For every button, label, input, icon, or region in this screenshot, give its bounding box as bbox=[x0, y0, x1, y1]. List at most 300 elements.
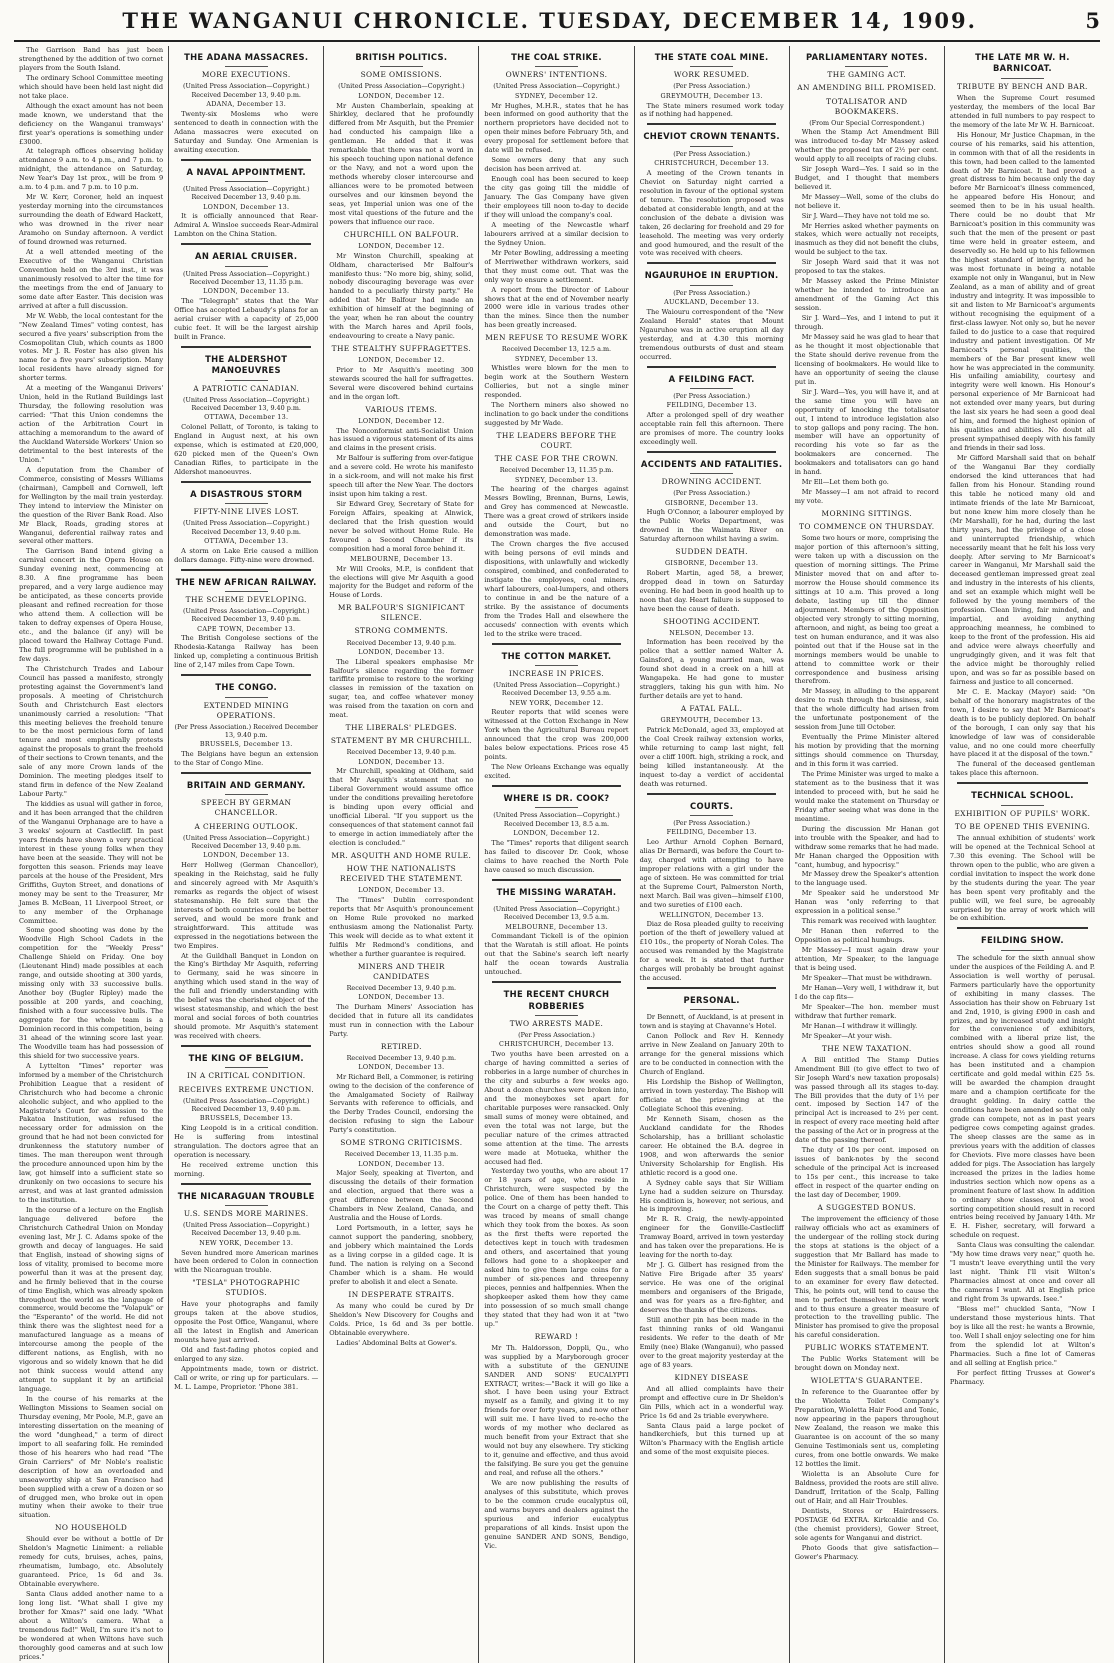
paragraph: At telegraph offices observing holiday attendance 9 a.m. to 4 p.m., and 7 p.m. to midnight, the attendance on Saturday, New Year's Day 1st prox., will be from 9 a.m. to 4 p.m. and 7 p.m. to 10 p.m. bbox=[19, 147, 164, 192]
subheading: A FATAL FALL. bbox=[680, 704, 743, 714]
paragraph: The New Orleans Exchange was equally excited. bbox=[484, 763, 629, 781]
paragraph: Mr Massey drew the Speaker's attention to the language used. bbox=[794, 870, 939, 888]
paragraph: Photo Goods that give satisfaction—Gower's Pharmacy. bbox=[794, 1543, 939, 1561]
dateline: CHRISTCHURCH, December 13. bbox=[499, 1040, 614, 1049]
paragraph: "Bless me!" chuckled Santa, "Now I understand those mysterious hints. That boy is like all the rest: he wants a Brownie, too. Well I shall enjoy selecting one for him from the splendid lot at Wilton's Pharmacies. Such a fine lot of Cameras and all selling at English price." bbox=[949, 1305, 1095, 1367]
section-divider bbox=[181, 674, 311, 676]
press-credit: (United Press Association—Copyright.) Received December 13, 9.40 p.m. bbox=[182, 1096, 310, 1113]
press-credit: (Per Press Association.) bbox=[673, 149, 750, 158]
section-divider bbox=[492, 879, 622, 881]
paragraph: Mr Peter Bowling, addressing a meeting of Merriwether withdrawn workers, said that they must come out. That was the only way to ensure a settlement. bbox=[484, 248, 629, 284]
paragraph: Mr Austen Chamberlain, speaking at Shirkley, declared that he profoundly differed from Mr Asquith, but the Premier had conducted his campaign like a gentleman. He added that it was remarkable that there was not a word in his speech touching upon national defence or the Navy, and not a word upon the methods whereby closer intercourse and alliances were to be promoted between ourselves and our kinsmen beyond the seas, yet Imperial union was one of the most vital questions of the future and the powers that influence our race. bbox=[329, 101, 474, 226]
press-credit: (From Our Special Correspondent.) bbox=[809, 118, 925, 127]
section-headline: THE RECENT CHURCH ROBBERIES bbox=[503, 989, 610, 1011]
paragraph: Have your photographs and family groups taken at the above studios, opposite the Post Office, Wanganui, where all the latest in English and American mounts have just arrived. bbox=[174, 1300, 319, 1345]
press-credit: (Per Press Association.) bbox=[673, 392, 750, 400]
section-headline: NGAURUHOE IN ERUPTION. bbox=[644, 270, 779, 281]
paragraph: We are now publishing the results of analyses of this substitute, which proves to be the common crude eucalyptus oil, and warns buyers and dealers against the spurious and inferior eucalyptus preparations of all kinds. Insist upon the genuine SANDER AND SONS, Bendigo, Vic. bbox=[484, 1478, 629, 1550]
press-credit: (United Press Association—Copyright.) Received December 13, 9.40 p.m. bbox=[182, 82, 310, 99]
press-credit: (United Press Association—Copyright.) Received December 13, 9.5 a.m. bbox=[493, 905, 620, 922]
paragraph: Canon Pollock and Rev H. Kennedy arrive in New Zealand on January 20th to arrange for the general missions which are to be conducted in connection with the Church of England. bbox=[639, 1032, 784, 1077]
press-credit: (United Press Association—Copyright.) Received December 13, 9.40 p.m. bbox=[182, 833, 310, 850]
press-credit: (United Press Association—Copyright.) Received December 13, 9.40 p.m. bbox=[182, 519, 310, 536]
paragraph: During the discussion Mr Hanan got into trouble with the Speaker, and had to withdraw some remarks that he had made. Mr Hanan charged the Opposition with "cant, humbug, and hypocrisy." bbox=[794, 824, 939, 869]
press-credit: (United Press Association—Copyright.) Received December 13, 9.55 a.m. bbox=[493, 681, 620, 698]
paragraph: Although the exact amount has not been made known, we understand that the deficiency on the Wanganui tramways' first year's operations is something under £3000. bbox=[19, 101, 164, 146]
subheading: PUBLIC WORKS STATEMENT. bbox=[804, 1343, 929, 1353]
headline-underline bbox=[690, 146, 733, 147]
column-5 bbox=[635, 46, 790, 1663]
paragraph: Mr Massey—I am not afraid to record my vote. bbox=[794, 488, 939, 506]
paragraph: His Honour, Mr Justice Chapman, in the course of his remarks, said his attention, in common with that of all the residents in this town, had been called to the lamented death of Mr Barnicoat. It had proved a great distress to him because only the day before Mr Barnicoat's illness commenced, he appeared before His Honour, and seemed then to be in his usual health. There could be no doubt that Mr Barnicoat's position in this community was such that the men of the present or past time were held in greater esteem, and deservedly so. He held up to his fellowmen the highest standard of integrity, and he was most fortunate in being a notable example not only in Wanganui, but in New Zealand, as a man of ability and of great industry and integrity. It was impossible to sit and listen to Mr Barnicoat's arguments without recognising the equipment of a first-class lawyer. Not only so, but he never failed to do justice to a case that required industry and patient investigation. Of Mr Barnicoat's personal qualities, the members of the Bar present knew well how he was appreciated in the community. His unfailing amiability, courtesy and integrity were well known. His Honour's personal experience of Mr Barnicoat had not extended over many years, but during the last six years he had seen a good deal of him, and formed the highest opinion of his qualities and abilities. No doubt all present sympathised deeply with his family and friends in their sad loss. bbox=[949, 130, 1095, 453]
press-credit: Received December 13, 9.40 p.m. bbox=[346, 748, 457, 757]
subheading: TOTALISATOR AND BOOKMAKERS. bbox=[826, 96, 908, 116]
column-3 bbox=[324, 46, 479, 1663]
paragraph: Mr Balfour is suffering from over-fatigue and a severe cold. He wrote his manifesto in a sick-room, and will not make his first speech till after the New Year. The doctors insist upon him taking a rest. bbox=[329, 454, 474, 499]
dateline: NELSON, December 13. bbox=[669, 628, 755, 637]
subheading: EXHIBITION OF PUPILS' WORK. bbox=[954, 808, 1091, 818]
press-credit: (Per Press Association.) bbox=[673, 489, 750, 498]
paragraph: Appointments made, town or district. Call or write, or ring up for particulars. —M. L. Lampe, Proprietor. 'Phone 381. bbox=[174, 1365, 319, 1392]
dateline: ADANA, December 13. bbox=[206, 100, 287, 109]
subheading: SOME STRONG CRITICISMS. bbox=[340, 1138, 463, 1148]
press-credit: (United Press Association—Copyright.) bbox=[338, 82, 465, 91]
section-headline: THE MISSING WARATAH. bbox=[496, 886, 617, 897]
paragraph: Some owners deny that any such decision has been arrived at. bbox=[484, 156, 629, 174]
columns-container bbox=[14, 46, 1100, 1661]
headline-underline bbox=[225, 697, 268, 698]
press-credit: Received December 13, 9.40 p.m. bbox=[346, 638, 457, 647]
subheading: THE STEALTHY SUFFRAGETTES. bbox=[331, 344, 472, 354]
page-number: 5 bbox=[1085, 8, 1100, 33]
subheading: MR BALFOUR'S SIGNIFICANT SILENCE. bbox=[337, 603, 465, 623]
subheading: TO BE OPENED THIS EVENING. bbox=[954, 821, 1090, 831]
paragraph: Some good shooting was done by the Woodville High School Cadets in the competition for the "Weekly Press" Challenge Shield on Friday. One boy (Lieutenant Hind) made possibles at each range, and outside shooting at 300 yards, missing only with 33 successive bulls. Another boy (Bugler Ripley) made the possible at 200 yards, and coaching, finished with a four successive bulls. The aggregate for the whole team is a Dominion record in this competition, being 31 ahead of the winning score last year. The Woodville team has had possession of this shield for two successive years. bbox=[19, 926, 164, 1060]
subheading: AN AMENDING BILL PROMISED. bbox=[797, 83, 937, 93]
subheading: WIOLETTA'S GUARANTEE. bbox=[810, 1376, 923, 1386]
headline-underline bbox=[535, 807, 578, 808]
section-headline: WHERE IS DR. COOK? bbox=[503, 793, 610, 803]
headline-underline bbox=[690, 1009, 733, 1010]
press-credit: Received December 13, 9.40 p.m. bbox=[346, 1053, 457, 1062]
dateline: LONDON, December 12. bbox=[513, 829, 600, 838]
subheading: VARIOUS ITEMS. bbox=[365, 404, 438, 414]
subheading: MORNING SITTINGS. bbox=[821, 509, 913, 519]
paragraph: Mr Hanan—Very well, I withdraw it, but I do the cap fits— bbox=[794, 983, 939, 1001]
headline-underline bbox=[225, 503, 268, 504]
paragraph: A report from the Director of Labour shows that at the end of November nearly 2000 were idle in various trades other than the mines. Since then the number has been greatly increased. bbox=[484, 285, 629, 330]
subheading: A CHEERING OUTLOOK. bbox=[194, 821, 298, 831]
paragraph: Mr Th. Haldorsson, Doppli, Qu., who was supplied by a Maryborough grocer with a substitute of the GENUINE SANDER AND SONS' EUCALYPTI EXTRACT, writes:—"Back it will go like a shot. I have been using your Extract myself as a family, and giving it to my friends for over forty years, and now other will suit me. I have lived to re-echo the words of my mother who declared as much benefit from your Extract that she would not buy any elsewhere. Try sticking to it, genuine and effective, and thus avoid the falsifying. Be sure you get the genuine and real, and refuse all the others." bbox=[484, 1343, 629, 1478]
section-headline: THE ALDERSHOT MANOEUVRES bbox=[205, 353, 288, 376]
section-divider bbox=[181, 1045, 311, 1047]
paragraph: Robert Martin, aged 58, a brewer, dropped dead in town on Saturday evening. He had been in good health up to noon that day. Heart failure is supposed to have been the cause of death. bbox=[639, 568, 784, 613]
dateline: NEW YORK, December 13. bbox=[199, 1238, 294, 1247]
paragraph: Yesterday two youths, who are about 17 or 18 years of age, who reside in Christchurch, were suspected by the police. One of them has been handed to the Court on a charge of petty theft. This was traced by means of small change which they took from the boxes. As soon as the first thefts were reported the detectives kept in touch with tradesmen and others, and ascertained that young fellows had gone to a shopkeeper and asked him to give them large coins for a number of six-pences and threepenny pieces, pennies and halfpennies. When the shopkeeper asked them how they came into possession of so much small change they stated that they had won it at "two up." bbox=[484, 1167, 629, 1328]
paragraph: Santa Claus was consulting the calendar. "My how time draws very near," quoth he. "I mustn't leave everything until the very last night. Think I'll visit Wilton's Pharmacies almost at once and cover all the cameras I want. All at English price and right from 3s upwards. Isee." bbox=[949, 1241, 1095, 1304]
paragraph: For perfect fitting Trusses at Gower's Pharmacy. bbox=[949, 1368, 1095, 1386]
paragraph: Sir Joseph Ward—Yes. I said so in the Budget, and I thought that members believed it. bbox=[794, 164, 939, 191]
paragraph: Mr Hanan—I withdraw it willingly. bbox=[801, 1021, 918, 1030]
paragraph: Enough coal has been secured to keep the city gas going till the middle of January. The Gas Company have given their employees till noon to-day to decide if they will unload the company's coal. bbox=[484, 175, 629, 219]
paragraph: The annual exhibition of students' work will be opened at the Technical School at 7.30 this evening. The School will be thrown open to the public, who are given a cordial invitation to inspect the work done by the students during the year. The year has been spent very profitably and the public will, we feel sure, be agreeably surprised by the array of work which will be on exhibition. bbox=[949, 833, 1095, 923]
paragraph: When the Stamp Act Amendment Bill was introduced to-day Mr Massey asked whether the proposed tax of 2½ per cent. would apply to all receipts of racing clubs. bbox=[794, 128, 939, 163]
subheading: THE SCHEME DEVELOPING. bbox=[185, 594, 307, 604]
headline-underline bbox=[535, 901, 578, 902]
paragraph: Mr Massey—Well, some of the clubs do not believe it. bbox=[794, 192, 939, 210]
section-divider bbox=[492, 981, 622, 983]
paragraph: In reference to the Guarantee offer by the Wioletta Toilet Company's Preparation, Wioletta Hair Food and Tonic, now appearing in the papers throughout New Zealand, the reason we make this Guarantee is on account of the so many Genuine Testimonials sent us, completing cures, from one bottle onwards. We make 12 bottles the limit. bbox=[794, 1388, 939, 1468]
subheading: SPEECH BY GERMAN CHANCELLOR. bbox=[200, 798, 292, 818]
paragraph: Santa Claus added another name to a long long list. "What shall I give my brother for Xmas?" said one lady. "What about a Wilton's camera. What a tremendous fad!" Well, I'm sure it's not to be wondered at when Wiltons have such thoroughly good cameras and at such low prices." bbox=[19, 1590, 164, 1661]
section-headline: TECHNICAL SCHOOL. bbox=[971, 790, 1074, 801]
section-headline: COURTS. bbox=[690, 800, 734, 811]
dateline: LONDON, December 13. bbox=[358, 1159, 445, 1168]
section-divider bbox=[957, 782, 1088, 784]
subheading: THE LEADERS BEFORE THE COURT. bbox=[496, 431, 617, 451]
paragraph: It is officially announced that Rear-Admiral A. Winsloe succeeds Rear-Admiral Lambton on the China Station. bbox=[174, 212, 319, 239]
paragraph: When the Supreme Court resumed yesterday, the members of the local Bar attended in full numbers to pay respect to the memory of the late Mr W. H. Barnicoat. bbox=[949, 93, 1095, 129]
subheading: OWNERS' INTENTIONS. bbox=[505, 70, 608, 80]
dateline: GREYMOUTH, December 13. bbox=[660, 91, 763, 100]
subheading: INCREASE IN PRICES. bbox=[508, 668, 605, 678]
dateline: LONDON, December 12. bbox=[358, 241, 445, 250]
dateline: FEILDING, December 13. bbox=[666, 401, 757, 410]
headline-underline bbox=[690, 66, 733, 67]
paragraph: The hearing of the charges against Messrs Bowling, Brennan, Burns, Lewis, and Grey has commenced at Newcastle. There was a great crowd of strikers inside and outside the Court, but no demonstration was made. bbox=[484, 485, 629, 539]
subheading: REWARD ! bbox=[534, 1331, 579, 1341]
paragraph: Lord Portsmouth, in a letter, says he cannot support the pandering, snobbery, and jobbery which maintained the Lords as a living corpse in a gilded cage. It is fund. The nation is relying on a Second Chamber which is a sham. He would prefer to abolish it and elect a Senate. bbox=[329, 1224, 474, 1286]
paragraph: Mr R. R. Craig, the newly-appointed engineer for the Gonville-Castlecliff Tramway Board, arrived in town yesterday and has taken over the preparations. He is leaving for the north to-day. bbox=[639, 1215, 784, 1260]
subheading: FIFTY-NINE LIVES LOST. bbox=[193, 507, 299, 517]
dateline: LONDON, December 13. bbox=[203, 851, 290, 860]
press-credit: (Per Press Association.) bbox=[673, 82, 750, 91]
paragraph: A Sydney cable says that Sir William Lyne had a sudden seizure on Thursday. His condition is, however, not serious, and he is improving. bbox=[639, 1178, 784, 1214]
section-divider bbox=[181, 772, 311, 774]
dateline: GISBORNE, December 13. bbox=[665, 498, 759, 507]
paragraph: Mr Herries asked whether payments on stakes, which were actually not receipts, inasmuch as they did not benefit the clubs, would be subject to the tax. bbox=[794, 221, 939, 257]
subheading: WORK RESUMED. bbox=[673, 70, 750, 80]
subheading: THE LIBERALS' PLEDGES. bbox=[345, 723, 458, 733]
paragraph: Mr Speaker—That must be withdrawn. bbox=[801, 973, 933, 982]
section-headline: THE STATE COAL MINE. bbox=[654, 52, 769, 62]
headline-underline bbox=[225, 591, 268, 592]
dateline: LONDON, December 12. bbox=[358, 416, 445, 425]
paragraph: A storm on Lake Erie caused a million dollars damage. Fifty-nine were drowned. bbox=[174, 546, 319, 564]
headline-underline bbox=[690, 815, 733, 816]
section-headline: THE ADANA MASSACRES. bbox=[184, 52, 309, 62]
paragraph: The Liberal speakers emphasise Mr Balfour's silence regarding the former tariffite promise to restore to the working classes in remission of the taxation on sugar, tea, and coffee whatever money was raised from the taxation on corn and meat. bbox=[329, 657, 474, 720]
dateline: LONDON, December 12. bbox=[358, 91, 445, 100]
paragraph: Mr W. Webb, the local contestant for the "New Zealand Times" voting contest, has secured a five years' subscription from the Cosmopolitan Club, which counts as 1800 votes. Mr J. R. Foster has also given his name for a five years' subscription. Many local residents have already signed for shorter terms. bbox=[19, 311, 164, 383]
subheading: THE NEW TAXATION. bbox=[821, 1043, 912, 1053]
press-credit: Received December 13, 12.5 a.m. bbox=[501, 345, 612, 354]
paragraph: Wioletta is an Absolute Cure for Baldness, provided the roots are still alive. Dandruff, Irritation of the Scalp, Falling out of Hair, and all Hair Troubles. bbox=[794, 1469, 939, 1505]
paragraph: The British Congolese sections of the Rhodesia-Katanga Railway has been linked up, completing a continuous British line of 2,147 miles from Cape Town. bbox=[174, 634, 319, 670]
dateline: MELBOURNE, December 13. bbox=[505, 922, 608, 931]
paragraph: Mr Gifford Marshall said that on behalf of the Wanganui Bar they cordially endorsed the kind utterances that had fallen from his Honour. Standing round this table he noticed many old and intimate friends of the late Mr Barnicoat, but none knew him more closely than he (Mr Marshall), for he had, during the last thirty years, had the privilege of a close and uninterrupted friendship, which necessarily meant that he felt his loss very deeply. After serving to Mr Barnicoat's career in Wanganui, Mr Marshall said the deceased gentleman impressed great zeal and industry in the interests of his clients, and set an example which might well be followed by the young members of the profession. Clean living, fair minded, and impartial, and avoiding anything approaching meanness, he combined to keep to the front of the profession. His aid and advice were always cheerfully and ungrudgingly given, and it was felt that the advice might be thoroughly relied upon, and was so far as possible based on fairness and justice to all concerned. bbox=[949, 454, 1095, 686]
subheading: MORE EXECUTIONS. bbox=[201, 70, 291, 80]
paragraph: The "Times" reports that diligent search has failed to discover Dr. Cook, whose claims to have reached the North Pole have caused so much discussion. bbox=[484, 838, 629, 874]
subheading: SOME OMISSIONS. bbox=[360, 70, 443, 80]
paragraph: Ladies' Abdominal Belts at Gower's. bbox=[336, 1338, 457, 1347]
paragraph: Mr Winston Churchill, speaking at Oldham, characterised Mr Balfour's manifesto thus: "No more big, shiny, solid, nobody discouraging beverage was ever handed to a peculiarly thirsty party." He added that Mr Balfour had made an exhibition of himself at the beginning of the year, when he ran about the country with the March hares and April fools, endeavouring to create a Navy panic. bbox=[329, 251, 474, 341]
paragraph: The Public Works Statement will be brought down on Monday next. bbox=[794, 1355, 939, 1373]
section-headline: A DISASTROUS STORM bbox=[190, 488, 303, 499]
subheading: MINERS AND THEIR CANDIDATES bbox=[357, 961, 445, 981]
paragraph: Mr Speaker—At your wish. bbox=[801, 1031, 892, 1040]
paragraph: A meeting of the Newcastle wharf labourers arrived at a similar decision to the Sydney Union. bbox=[484, 220, 629, 247]
press-credit: (Per Press Association.) bbox=[673, 288, 750, 297]
dateline: LONDON, December 13. bbox=[203, 202, 290, 211]
paragraph: Commandant Tickell is of the opinion that the Waratah is still afloat. He points out that the Sabine's search left nearly half the ocean towards Australia untouched. bbox=[484, 932, 629, 977]
subheading: EXTENDED MINING OPERATIONS. bbox=[203, 700, 289, 720]
press-credit: (Per Press Association.) bbox=[518, 1031, 595, 1040]
paragraph: Sir J. Ward—Yes, and I intend to put it through. bbox=[794, 314, 939, 332]
paragraph: The Garrison Band intend giving a carnival concert in the Opera House on Sunday evening next, commencing at 8.30. A fine programme has been prepared, and a very large audience may be anticipated, as these concerts provide pleasant and refined recreation for those who attend them. A collection will be taken to defray expenses of Opera House, etc., and the balance (if any) will be placed toward the Hallway Cottage Fund. The full programme will be published in a few days. bbox=[19, 547, 164, 663]
press-credit: (Per Press Association.) Received December 13, 9.40 p.m. bbox=[174, 722, 318, 740]
dateline: GREYMOUTH, December 13. bbox=[660, 716, 763, 725]
subheading: SHOOTING ACCIDENT. bbox=[663, 616, 761, 626]
paragraph: A meeting of the Crown tenants in Cheviot on Saturday night carried a resolution in favour of the optional system of tenure. The resolution proposed was debated at considerable length, and at the conclusion of the debate a division was taken, 26 declaring for freehold and 29 for leasehold. The meeting was very orderly and good humoured, and the result of the vote was received with cheers. bbox=[639, 168, 784, 258]
subheading: THE GAMING ACT. bbox=[827, 70, 907, 80]
section-headline: THE CONGO. bbox=[215, 682, 278, 693]
section-headline: PERSONAL. bbox=[683, 995, 740, 1006]
paragraph: The kiddies as usual will gather in force, and it has been arranged that the children of the Wanganui Orphanage are to have a 3 weeks' sojourn at Castlecliff. In past years friends have shown a very practical interest in these young folks when they have been at the seaside. They will not be forgotten this season. Friends may leave parcels at the house of the President, Mrs Griffiths, Guyton Street, and donations of money may be sent to the Treasurer, Mr James B. McBean, 11 Liverpool Street, or to any member of the Orphanage Committee. bbox=[19, 800, 164, 925]
paragraph: The improvement the efficiency of those railway officials who act as examiners of the undergear of the rolling stock during the stops at stations is the object of a suggestion that Mr Ballard has made to the Minister for Railways. The member for Eden suggests that a small bonus be paid to an examiner for every flaw detected. This, he points out, will tend to cause the men to perfect themselves in their work and to thus ensure a greater measure of protection to the travelling public. The Minister has promised to give the proposal his careful consideration. bbox=[794, 1215, 939, 1340]
paragraph: Mr Massey asked the Prime Minister whether he intended to introduce an amendment of the Gaming Act this session. bbox=[794, 277, 939, 313]
dateline: CHRISTCHURCH, December 13. bbox=[654, 159, 770, 168]
subheading: A PATRIOTIC CANADIAN. bbox=[193, 383, 300, 393]
subheading: THE CASE FOR THE CROWN. bbox=[494, 454, 619, 464]
paragraph: In the course of a lecture on the English language delivered before the Christchurch Cathedral Union on Monday evening last, Mr J. C. Adams spoke of the growth and decay of languages. He said that English, instead of showing signs of loss of vitality, promised to become more powerful than it was at the present day, and he firmly believed that in the course of time English, which was already spoken throughout the world as the language of commerce, would become the "Volapuk" or the "Esperanto" of the world. He did not think there was the slightest need for a manufactured language as a means of intercourse among the people of the different nations, as English, with no vigorous and so widely known that he did not think success would attend any attempt to supplant it by an artificial language. bbox=[19, 1206, 164, 1394]
dateline: CAPE TOWN, December 13. bbox=[197, 624, 296, 633]
section-divider bbox=[647, 793, 777, 795]
headline-underline bbox=[225, 66, 268, 67]
headline-underline bbox=[225, 181, 268, 182]
dateline: AUCKLAND, December 13. bbox=[664, 298, 760, 307]
paragraph: A Lyttelton "Times" reporter was informed by a member of the Christchurch Prohibition League that a resident of Christchurch who had become a chronic alcoholic subject, and who applied to the Magistrate's Court for admission to the Pakatoa Institution, was refused the necessary order for admission on the ground that he had not been convicted for drunkenness the statutory number of times. The man thereupon went through the procedure announced upon him by the law, got himself into a sufficient state so drunkenly on two occasions to secure his arrest, and was at last granted admission to the institution. bbox=[19, 1061, 164, 1205]
paragraph: Sir J. Ward—Yes, you will have it, and at the same time you will have an opportunity of knocking the totalisator out, I intend to introduce legislation also to stop gallops and pony racing. The hon. member will have an opportunity of recording his vote so far as the bookmakers are concerned. The bookmakers and totalisators can go hand in hand. bbox=[794, 387, 939, 477]
paragraph: Mr Hanan then referred to the Opposition as political humbugs. bbox=[794, 927, 939, 945]
paragraph: This remark was received with laughter. bbox=[801, 917, 937, 926]
paragraph: The Nonconformist anti-Socialist Union has issued a vigorous statement of its aims and claims in the present crisis. bbox=[329, 426, 474, 453]
dateline: SYDNEY, December 13. bbox=[515, 475, 598, 484]
section-headline: ACCIDENTS AND FATALITIES. bbox=[640, 458, 783, 469]
press-credit: (United Press Association—Copyright.) bbox=[493, 82, 620, 91]
dateline: SYDNEY, December 12. bbox=[515, 91, 598, 100]
headline-underline bbox=[380, 66, 423, 67]
section-headline: AN AERIAL CRUISER. bbox=[195, 251, 298, 262]
section-headline: THE KING OF BELGIUM. bbox=[188, 1053, 304, 1064]
dateline: WELLINGTON, December 13. bbox=[659, 910, 764, 919]
paragraph: Mr J. G. Gilbert has resigned from the Native Fire Brigade after 35 years' service. He was one of the original members and organisers of the Brigade, and was for years as a fire-fighter, and deserves the thanks of the citizens. bbox=[639, 1261, 784, 1314]
paragraph: Some two hours or more, comprising the major portion of this afternoon's sitting, were taken up with a discussion on the question of morning sittings. The Prime Minister moved that on and after to-morrow the House should commence its sittings at 10 a.m. This proved a long debate, lasting up till the dinner adjournment. Members of the Opposition objected very strongly to sitting morning, afternoon, and night, as being too great a test on human endurance, and it was also pointed out that if the House sat in the mornings members would be unable to attend to committee work or their correspondence and business arising therefrom. bbox=[794, 534, 939, 686]
paragraph: Mr W. Kerr, Coroner, held an inquest yesterday morning into the circumstances surrounding the death of Edward Hackett, who was drowned in the river near Aramoho on Sunday afternoon. A verdict of found drowned was returned. bbox=[19, 193, 164, 247]
section-divider bbox=[181, 481, 311, 483]
subheading: IN A CRITICAL CONDITION. bbox=[186, 1071, 306, 1081]
section-divider bbox=[957, 927, 1088, 929]
headline-underline bbox=[225, 266, 268, 267]
paragraph: Twenty-six Moslems who were sentenced to death in connection with the Adana massacres were executed on Saturday and Sunday. One Armenian is awaiting execution. bbox=[174, 109, 319, 154]
headline-underline bbox=[225, 1067, 268, 1068]
paragraph: Mr C. E. Mackay (Mayor) said: "On behalf of the honorary magistrates of the town, I desire to say that Mr Barnicoat's death is to be publicly deplored. On behalf of the borough, I can only say that his knowledge of law was of considerable value, and no one could more cheerfully have placed it at the disposal of the town." bbox=[949, 687, 1095, 759]
dateline: BRUSSELS, December 13. bbox=[199, 740, 293, 749]
subheading: HOW THE NATIONALISTS RECEIVED THE STATEMENT. bbox=[339, 864, 463, 884]
dateline: OTTAWA, December 13. bbox=[204, 536, 289, 545]
paragraph: Prior to Mr Asquith's meeting 300 stewards scoured the hall for suffragettes. Several were discovered behind curtains and in the organ loft. bbox=[329, 365, 474, 401]
headline-underline bbox=[1001, 78, 1045, 79]
paragraph: Still another pin has been made in the fast thinning ranks of old Wanganui residents. We refer to the death of Mr Emily (nee) Blake (Wanganui), who passed over to the great majority yesterday at the age of 83 years. bbox=[639, 1315, 784, 1369]
subheading: TWO ARRESTS MADE. bbox=[509, 1018, 604, 1028]
press-credit: (Per Press Association.) bbox=[673, 819, 750, 827]
section-headline: A NAVAL APPOINTMENT. bbox=[186, 166, 306, 177]
paragraph: Herr Hollweg (German Chancellor), speaking in the Reichstag, said he fully and sincerely agreed with Mr Asquith's remarks as regards the object of wisest statesmanship. He felt sure that the interests of both countries could be better served, and would be more frank and straightforward. This attitude was expressed in the negotiations between the two Empires. bbox=[174, 860, 319, 950]
section-divider bbox=[647, 987, 777, 989]
subheading: RECEIVES EXTREME UNCTION. bbox=[178, 1084, 314, 1094]
dateline: SYDNEY, December 13. bbox=[515, 354, 598, 363]
paragraph: After a prolonged spell of dry weather acceptable rain fell this afternoon. There are promises of more. The country looks exceedingly well. bbox=[639, 411, 784, 446]
press-credit: Received December 13, 11.35 p.m. bbox=[499, 466, 614, 475]
paragraph: The schedule for the sixth annual show under the auspices of the Feilding A. and P. Association is well worthy of perusal. Farmers particularly have the opportunity of exhibiting in many classes. The Association has their show on February 1st and 2nd, 1910, is giving £900 in cash and prizes, and by increased study and insight for the convenience of exhibitors, combined with a liberal prize list, the entries should show a good all round increase. A class for cows yielding returns has been instituted and a champion certificate and gold medal within £25 5s. will be awarded the champion draught mare and a champion certificate for the draught gelding. In dairy cattle the conditions have been amended so that only grade can compete, not as in past years pedigree cows competing against grades. The sheep classes are the same as in previous years with the addition of classes for Cheviots. Five more classes have been added for pigs. The Association has largely increased the prizes in the ladies home industries section which now opens as a prominent feature of last show. In addition to ordinary show classes, and a wool sorting competition should result in record entries being received by January 14th. Mr E. H. Fisher, secretary, will forward a schedule on request. bbox=[949, 953, 1095, 1240]
masthead bbox=[14, 8, 1100, 42]
paragraph: In the course of his remarks at the Wellington Missions to Seamen social on Thursday evening, Mr Poole, M.P., gave an interesting dissertation on the meaning of the word "dunghead," a term of direct import to all seafaring folk. He reminded those of his hearers who had read "The Grain Carriers" of Mr Noble's realistic description of how an overloaded and unseaworthy ship at San Francisco had been supplied with a crew of a dozen or so of drugged men, who broke out in open mutiny when their awoke to their true situation. bbox=[19, 1395, 164, 1520]
headline-underline bbox=[1001, 950, 1045, 951]
paragraph: A deputation from the Chamber of Commerce, consisting of Messrs Williams (chairman), Campbell and Cornwell, left for Wellington by the mail train yesterday. They intend to interview the Minister on the question of the River Bank Road. Also Mr Black, Roads, grading stores at Wanganui, deferential railway rates and several other matters. bbox=[19, 465, 164, 546]
paragraph: Mr Speaker said he understood Mr Hanan was "only referring to that expression in a political sense." bbox=[794, 889, 939, 916]
headline-underline bbox=[225, 380, 268, 381]
subheading: SUDDEN DEATH. bbox=[675, 547, 748, 557]
column-7 bbox=[945, 46, 1100, 1663]
paragraph: Mr Hughes, M.H.R., states that he has been informed on good authority that the northern proprietors have decided not to open their mines before February 5th, and every proposal for settlement before that date will be refused. bbox=[484, 101, 629, 155]
column-2 bbox=[169, 46, 324, 1663]
paragraph: Patrick McDonald, aged 33, employed at the Coal Creek railway extension works, while returning to camp last night, fell over a cliff 100ft. high, striking a rock, and being killed instantaneously. At the inquest to-day a verdict of accidental death was returned. bbox=[639, 725, 784, 788]
press-credit: Received December 13, 9.40 p.m. bbox=[346, 983, 457, 992]
paragraph: Information has been received by the police that a settler named Walter A. Gainsford, a young married man, was found shot dead in a creek on a hill at Wangapeka. He had gone to muster stragglers, taking his gun with him. No further details are yet to hand. bbox=[639, 638, 784, 701]
paragraph: Sir J. Ward—They have not told me so. bbox=[801, 211, 930, 220]
column-4 bbox=[479, 46, 634, 1663]
paragraph: Mr Speaker—The hon. member must withdraw that further remark. bbox=[794, 1002, 939, 1020]
paragraph: His Lordship the Bishop of Wellington, arrived in town yesterday. The Bishop will officiate at the prize-giving at the Collegiate School this evening. bbox=[639, 1078, 784, 1113]
section-divider bbox=[181, 569, 311, 571]
paragraph: The ordinary School Committee meeting which should have been held last night did not take place. bbox=[19, 73, 164, 100]
paragraph: Mr Kenneth Sisam, chosen as the Auckland candidate for the Rhodes Scholarship, has a brilliant scholastic career. He obtained the B.A. degree in 1908, and won afterwards the senior University Scholarship for English. His athletic record is a good one. bbox=[639, 1114, 784, 1177]
paragraph: The Prime Minister was urged to make a statement as to the business that it was intended to proceed with, but he said he would make the statement on Thursday or Friday after seeing what was done in the meantime. bbox=[794, 769, 939, 823]
paragraph: Mr Will Crooks, M.P., is confident that the elections will give Mr Asquith a good majority for the Budget and reform of the House of Lords. bbox=[329, 564, 474, 600]
paragraph: Sir Joseph Ward said that it was not proposed to tax the stakes. bbox=[794, 258, 939, 276]
section-divider bbox=[647, 262, 777, 264]
paragraph: The Garrison Band has just been strengthened by the addition of two cornet players from the South Island. bbox=[19, 46, 164, 72]
subheading: MEN REFUSE TO RESUME WORK bbox=[485, 333, 628, 343]
dateline: GISBORNE, December 13. bbox=[665, 559, 759, 568]
paragraph: Hugh O'Connor, a labourer employed by the Public Works Department, was drowned in the Waimata River on Saturday afternoon whilst having a swim. bbox=[639, 508, 784, 544]
paragraph: Sir Edward Grey, Secretary of State for Foreign Affairs, speaking at Alnwick, declared that the Irish question would never be solved without Home Rule. He favoured a Second Chamber if its composition had a moral force behind it. bbox=[329, 500, 474, 553]
paragraph: Mr Massey said he was glad to hear that as he thought it most objectionable that the State should derive revenue from the licensing of bookmakers. He would like to have an opportunity of seeing the clause put in. bbox=[794, 332, 939, 386]
paragraph: Mr Massey, in alluding to the apparent desire to rush through the business, said that the whole difficulty had arisen from the unfortunate postponement of the session from June till October. bbox=[794, 687, 939, 732]
paragraph: Mr Ell—Let them both go. bbox=[801, 478, 889, 487]
section-headline: PARLIAMENTARY NOTES. bbox=[805, 52, 928, 62]
dateline: LONDON, December 13. bbox=[358, 647, 445, 656]
headline-underline bbox=[535, 1015, 578, 1016]
dateline: FEILDING, December 13. bbox=[666, 828, 757, 837]
paragraph: A Bill entitled The Stamp Duties Amendment Bill (to give effect to two of Sir Joseph Ward's new taxation proposals) was passed through all its stages to-day. The Bill provides that the duty of 1½ per cent. imposed by Section 147 of the principal Act is increased to 2½ per cent. in respect of every race meeting held after the passing of the Act or in progress at the date of the passing thereof. bbox=[794, 1055, 939, 1145]
paragraph: At a meeting of the Wanganui Drivers' Union, held in the Rutland Buildings last Thursday, the following resolution was carried: "That this Union condemns the action of the Arbitration Court in attaching a memorandum to the award of the Auckland Waterside Workers' Union so detrimental to the best interests of the Union." bbox=[19, 384, 164, 464]
dateline: NEW YORK, December 12. bbox=[509, 698, 604, 707]
paragraph: Colonel Pellatt, of Toronto, is taking to England in August next, at his own expense, which is estimated at £20,000, 620 picked men of the Queen's Own Canadian Rifles, to participate in the Aldershot manoeuvres. bbox=[174, 423, 319, 476]
headline-underline bbox=[535, 66, 578, 67]
paragraph: Mr Massey—I must again draw your attention, Mr Speaker, to the language that is being used. bbox=[794, 946, 939, 972]
headline-underline bbox=[1001, 805, 1045, 806]
paragraph: The "Times" Dublin correspondent reports that Mr Asquith's pronouncement on Home Rule provoked no marked enthusiasm among the Nationalist Party. This week will decide as to what extent it fulfils Mr Redmond's conditions, and whether a further guarantee is required. bbox=[329, 895, 474, 958]
paragraph: Eventually the Prime Minister altered his motion by providing that the morning sittings should commence on Thursday, and in this form it was carried. bbox=[794, 733, 939, 769]
subheading: NO HOUSEHOLD bbox=[54, 1523, 128, 1533]
section-divider bbox=[492, 643, 622, 645]
press-credit: (United Press Association—Copyright.) Received December 13, 8.5 a.m. bbox=[493, 811, 620, 828]
section-headline: BRITAIN AND GERMANY. bbox=[186, 780, 306, 790]
section-divider bbox=[647, 123, 777, 125]
paragraph: Dr Bennett, of Auckland, is at present in town and is staying at Chavanne's Hotel. bbox=[639, 1013, 784, 1031]
dateline: LONDON, December 13. bbox=[203, 287, 290, 296]
paragraph: Two youths have been arrested on a charge of having committed a series of robberies in a large number of churches in the city and suburbs a few weeks ago. About a dozen churches were broken into, and the moneyboxes set apart for charitable purposes were ransacked. Only small sums of money were obtained, and even the total was not large, but the peculiar nature of the crimes attracted some attention at the time. The arrests were made at Motueka, whither the accused had fled. bbox=[484, 1050, 629, 1166]
section-headline: THE COTTON MARKET. bbox=[501, 650, 612, 661]
subheading: DROWNING ACCIDENT. bbox=[661, 477, 762, 487]
column-6 bbox=[790, 46, 945, 1663]
paragraph: The "Telegraph" states that the War Office has accepted Lebaudy's plans for an aerial cruiser with a capacity of 25,000 cubic feet. It will be the largest airship built in France. bbox=[174, 297, 319, 341]
headline-underline bbox=[845, 66, 888, 67]
section-headline: THE LATE MR W. H. BARNICOAT. bbox=[975, 52, 1070, 74]
paragraph: Major Seely, speaking at Tiverton, and discussing the details of their formation and election, argued that there was a great difference between the Second Chambers in New Zealand, Canada, and Australia and the House of Lords. bbox=[329, 1169, 474, 1223]
press-credit: (United Press Association—Copyright.) Received December 13, 9.40 p.m. bbox=[182, 395, 310, 413]
section-headline: A FEILDING FACT. bbox=[668, 373, 755, 384]
subheading: TRIBUTE BY BENCH AND BAR. bbox=[957, 81, 1088, 91]
masthead-title: THE WANGANUI CHRONICLE. TUESDAY, DECEMBER 14, 1909. bbox=[122, 8, 977, 33]
dateline: MELBOURNE, December 13. bbox=[350, 554, 453, 563]
section-headline: THE NEW AFRICAN RAILWAY. bbox=[175, 576, 317, 587]
dateline: OTTAWA, December 13. bbox=[204, 413, 289, 422]
section-divider bbox=[492, 785, 622, 787]
headline-underline bbox=[690, 388, 733, 389]
paragraph: Dentists, Stores or Hairdressers. POSTAGE 6d EXTRA. Kirkcaldie and Co. (the chemist providers), Gower Street, sole agents for Wanganui and district. bbox=[794, 1506, 939, 1542]
press-credit: Received December 13, 11.35 p.m. bbox=[344, 1150, 459, 1159]
paragraph: Leo Arthur Arnold Cophen Bernard, alias Dr Bernardi, was before the Court to-day, charged with attempting to have improper relations with a girl under the age of sixteen. He was committed for trial at the Supreme Court, Palmerston North, next March. Bail was given—himself £100, and two sureties of £100 each. bbox=[639, 838, 784, 909]
section-divider bbox=[647, 366, 777, 368]
dateline: LONDON, December 13. bbox=[358, 886, 445, 895]
paragraph: Santa Claus paid a large pocket of handkerchiefs, but this turned up at Wilton's Pharmacy with the English article and some of the most exquisite pieces. bbox=[639, 1421, 784, 1457]
subheading: MR. ASQUITH AND HOME RULE. bbox=[331, 850, 472, 860]
paragraph: The Northern miners also showed no inclination to go back under the conditions suggested by Mr Wade. bbox=[484, 401, 629, 428]
paragraph: Mr Churchill, speaking at Oldham, said that Mr Asquith's statement that no Liberal Government would assume office under the conditions prevailing heretofore is binding upon every official and unofficial Liberal. "If you support us the consequences of that statement cannot fail to emerge in action immediately after the election is concluded." bbox=[329, 767, 474, 848]
press-credit: (United Press Association—Copyright.) Received December 13, 9.40 p.m. bbox=[182, 607, 310, 624]
section-headline: BRITISH POLITICS. bbox=[355, 52, 448, 62]
dateline: LONDON, December 12. bbox=[358, 356, 445, 365]
paragraph: He received extreme unction this morning. bbox=[174, 1160, 319, 1178]
headline-underline bbox=[535, 665, 578, 666]
paragraph: King Leopold is in a critical condition. He is suffering from intestinal strangulation. The doctors agree that an operation is necessary. bbox=[174, 1123, 319, 1159]
paragraph: The duty of 10s per cent. imposed on issues of bank-notes by the second schedule of the principal Act is increased to 15s per cent., this increase to take effect in respect of the quarter ending on the last day of December, 1909. bbox=[794, 1146, 939, 1199]
dateline: BRUSSELS, December 13. bbox=[199, 1114, 293, 1123]
section-divider bbox=[181, 1183, 311, 1185]
section-headline: CHEVIOT CROWN TENANTS. bbox=[643, 131, 780, 142]
headline-underline bbox=[690, 285, 733, 286]
section-divider bbox=[181, 243, 311, 245]
headline-underline bbox=[225, 1205, 268, 1206]
subheading: A SUGGESTED BONUS. bbox=[817, 1202, 917, 1212]
paragraph: The Waiouru correspondent of the "New Zealand Herald" states that Mount Ngauruhoe was in active eruption all day yesterday, and at 4.30 this morning tremendous outbursts of dust and steam occurred. bbox=[639, 307, 784, 361]
paragraph: Mr Richard Bell, a Commoner, is retiring owing to the decision of the conference of the Amalgamated Society of Railway Servants with reference to officials, and the Derby Trades Council, endorsing the decision refusing to sign the Labour Party's constitution. bbox=[329, 1072, 474, 1135]
paragraph: The State miners resumed work today as if nothing had happened. bbox=[639, 101, 784, 119]
column-1 bbox=[14, 46, 169, 1663]
dateline: LONDON, December 13. bbox=[358, 757, 445, 766]
